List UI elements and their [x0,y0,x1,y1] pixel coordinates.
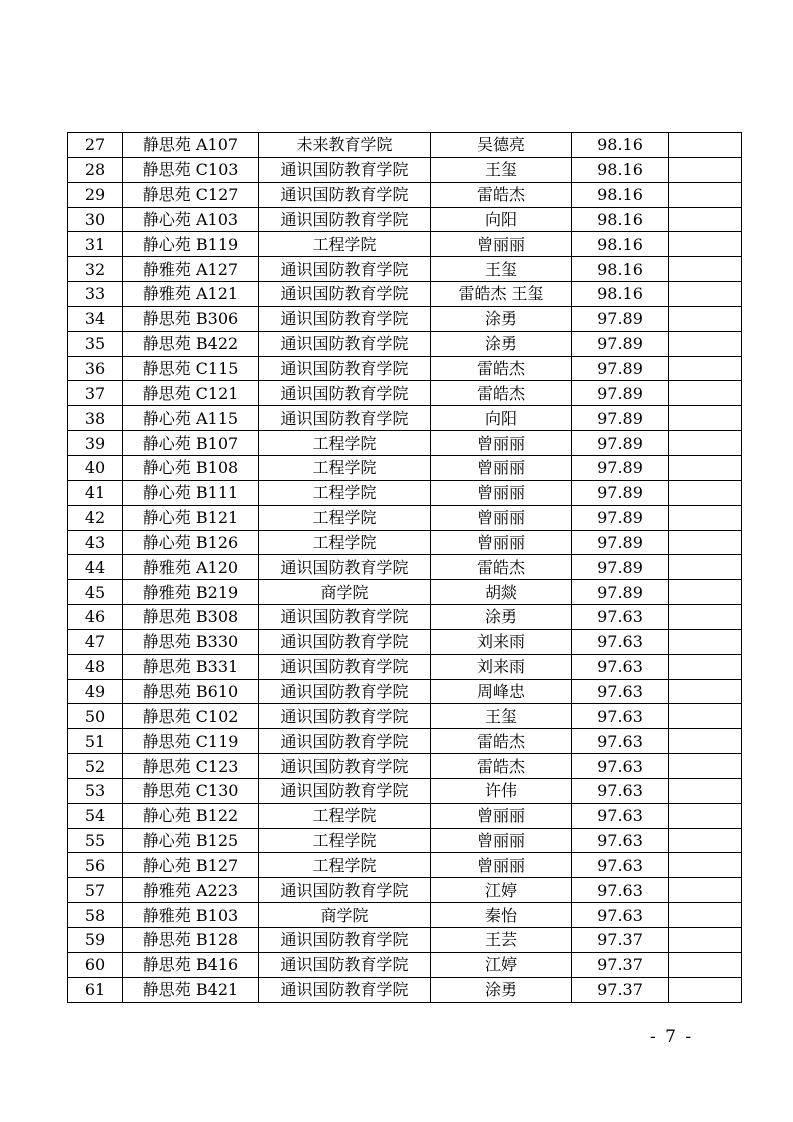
row-index-cell: 58 [68,903,123,928]
dorm-room-cell: 静心苑 B121 [123,505,259,530]
table-row [68,580,742,605]
counselor-cell: 曾丽丽 [431,853,572,878]
table-row [68,381,742,406]
counselor-cell: 涂勇 [431,331,572,356]
counselor-cell: 曾丽丽 [431,530,572,555]
college-cell: 通识国防教育学院 [259,928,431,953]
row-index-cell: 55 [68,828,123,853]
remark-cell [669,903,742,928]
table-row [68,928,742,953]
college-cell: 通识国防教育学院 [259,778,431,803]
dormitory-score-table [67,132,742,1003]
table-row [68,679,742,704]
score-cell: 97.89 [572,431,669,456]
college-cell: 通识国防教育学院 [259,977,431,1002]
dorm-room-cell: 静思苑 B308 [123,605,259,630]
table-row [68,157,742,182]
page-number: - 7 - [650,1027,694,1047]
remark-cell [669,257,742,282]
dorm-room-cell: 静雅苑 A127 [123,257,259,282]
college-cell: 通识国防教育学院 [259,878,431,903]
score-cell: 97.63 [572,878,669,903]
table-row [68,331,742,356]
dorm-room-cell: 静思苑 C102 [123,704,259,729]
college-cell: 工程学院 [259,853,431,878]
table-row [68,431,742,456]
dorm-room-cell: 静心苑 B122 [123,803,259,828]
score-cell: 98.16 [572,207,669,232]
remark-cell [669,754,742,779]
dorm-room-cell: 静雅苑 B103 [123,903,259,928]
table-row [68,605,742,630]
row-index-cell: 47 [68,629,123,654]
row-index-cell: 53 [68,778,123,803]
dorm-room-cell: 静思苑 C121 [123,381,259,406]
remark-cell [669,629,742,654]
table-row [68,555,742,580]
remark-cell [669,157,742,182]
college-cell: 通识国防教育学院 [259,182,431,207]
score-cell: 97.63 [572,903,669,928]
college-cell: 通识国防教育学院 [259,952,431,977]
college-cell: 通识国防教育学院 [259,654,431,679]
college-cell: 商学院 [259,903,431,928]
college-cell: 通识国防教育学院 [259,406,431,431]
row-index-cell: 44 [68,555,123,580]
remark-cell [669,555,742,580]
remark-cell [669,431,742,456]
dorm-room-cell: 静思苑 C123 [123,754,259,779]
dorm-room-cell: 静雅苑 A120 [123,555,259,580]
counselor-cell: 曾丽丽 [431,431,572,456]
table-row [68,530,742,555]
score-cell: 97.89 [572,480,669,505]
score-cell: 98.16 [572,232,669,257]
counselor-cell: 刘来雨 [431,629,572,654]
remark-cell [669,505,742,530]
college-cell: 商学院 [259,580,431,605]
row-index-cell: 48 [68,654,123,679]
row-index-cell: 39 [68,431,123,456]
counselor-cell: 胡燚 [431,580,572,605]
counselor-cell: 雷皓杰 [431,381,572,406]
dorm-room-cell: 静心苑 B126 [123,530,259,555]
remark-cell [669,232,742,257]
table-row [68,654,742,679]
college-cell: 通识国防教育学院 [259,381,431,406]
table-row [68,903,742,928]
counselor-cell: 王玺 [431,704,572,729]
row-index-cell: 51 [68,729,123,754]
row-index-cell: 54 [68,803,123,828]
counselor-cell: 曾丽丽 [431,455,572,480]
row-index-cell: 60 [68,952,123,977]
remark-cell [669,133,742,158]
remark-cell [669,704,742,729]
score-cell: 97.63 [572,754,669,779]
row-index-cell: 57 [68,878,123,903]
counselor-cell: 江婷 [431,952,572,977]
table-row [68,356,742,381]
counselor-cell: 曾丽丽 [431,828,572,853]
counselor-cell: 曾丽丽 [431,803,572,828]
dorm-room-cell: 静心苑 B107 [123,431,259,456]
counselor-cell: 吴德亮 [431,133,572,158]
dorm-room-cell: 静心苑 A103 [123,207,259,232]
college-cell: 工程学院 [259,232,431,257]
counselor-cell: 王芸 [431,928,572,953]
counselor-cell: 向阳 [431,406,572,431]
college-cell: 通识国防教育学院 [259,704,431,729]
row-index-cell: 33 [68,282,123,307]
score-cell: 98.16 [572,282,669,307]
remark-cell [669,356,742,381]
score-cell: 98.16 [572,157,669,182]
college-cell: 工程学院 [259,803,431,828]
dorm-room-cell: 静思苑 B306 [123,306,259,331]
counselor-cell: 王玺 [431,157,572,182]
counselor-cell: 雷皓杰 [431,356,572,381]
score-cell: 97.89 [572,381,669,406]
remark-cell [669,605,742,630]
score-cell: 97.63 [572,729,669,754]
table-row [68,207,742,232]
college-cell: 未来教育学院 [259,133,431,158]
score-cell: 97.63 [572,803,669,828]
counselor-cell: 雷皓杰 [431,555,572,580]
row-index-cell: 29 [68,182,123,207]
dorm-room-cell: 静思苑 C119 [123,729,259,754]
counselor-cell: 刘来雨 [431,654,572,679]
dorm-room-cell: 静心苑 A115 [123,406,259,431]
dorm-room-cell: 静思苑 B416 [123,952,259,977]
counselor-cell: 王玺 [431,257,572,282]
remark-cell [669,455,742,480]
score-cell: 97.89 [572,580,669,605]
score-cell: 97.37 [572,977,669,1002]
score-cell: 97.63 [572,828,669,853]
counselor-cell: 江婷 [431,878,572,903]
college-cell: 工程学院 [259,530,431,555]
table-row [68,182,742,207]
counselor-cell: 雷皓杰 [431,182,572,207]
table-row [68,406,742,431]
row-index-cell: 32 [68,257,123,282]
table-row [68,952,742,977]
remark-cell [669,207,742,232]
remark-cell [669,778,742,803]
table-row [68,257,742,282]
college-cell: 通识国防教育学院 [259,605,431,630]
college-cell: 工程学院 [259,431,431,456]
score-cell: 98.16 [572,133,669,158]
college-cell: 通识国防教育学院 [259,555,431,580]
dorm-room-cell: 静思苑 C103 [123,157,259,182]
table-row [68,505,742,530]
remark-cell [669,803,742,828]
remark-cell [669,331,742,356]
dorm-room-cell: 静雅苑 A121 [123,282,259,307]
row-index-cell: 52 [68,754,123,779]
row-index-cell: 49 [68,679,123,704]
table-row [68,704,742,729]
row-index-cell: 46 [68,605,123,630]
score-cell: 97.63 [572,679,669,704]
dorm-room-cell: 静思苑 B128 [123,928,259,953]
counselor-cell: 雷皓杰 [431,729,572,754]
table-body [68,133,742,1003]
remark-cell [669,853,742,878]
row-index-cell: 31 [68,232,123,257]
college-cell: 通识国防教育学院 [259,306,431,331]
counselor-cell: 涂勇 [431,605,572,630]
score-cell: 97.63 [572,605,669,630]
row-index-cell: 40 [68,455,123,480]
score-cell: 97.89 [572,555,669,580]
college-cell: 通识国防教育学院 [259,331,431,356]
college-cell: 工程学院 [259,480,431,505]
row-index-cell: 50 [68,704,123,729]
table-row [68,629,742,654]
row-index-cell: 59 [68,928,123,953]
dorm-room-cell: 静思苑 B331 [123,654,259,679]
row-index-cell: 36 [68,356,123,381]
dorm-room-cell: 静思苑 B421 [123,977,259,1002]
score-cell: 97.89 [572,306,669,331]
remark-cell [669,381,742,406]
table-row [68,133,742,158]
counselor-cell: 雷皓杰 王玺 [431,282,572,307]
row-index-cell: 28 [68,157,123,182]
row-index-cell: 34 [68,306,123,331]
college-cell: 通识国防教育学院 [259,679,431,704]
college-cell: 通识国防教育学院 [259,257,431,282]
dorm-room-cell: 静雅苑 B219 [123,580,259,605]
college-cell: 工程学院 [259,505,431,530]
college-cell: 通识国防教育学院 [259,729,431,754]
dorm-room-cell: 静心苑 B127 [123,853,259,878]
score-cell: 97.89 [572,331,669,356]
remark-cell [669,828,742,853]
row-index-cell: 35 [68,331,123,356]
counselor-cell: 雷皓杰 [431,754,572,779]
college-cell: 通识国防教育学院 [259,207,431,232]
score-cell: 98.16 [572,182,669,207]
college-cell: 工程学院 [259,828,431,853]
score-cell: 97.89 [572,530,669,555]
score-cell: 97.63 [572,853,669,878]
remark-cell [669,480,742,505]
remark-cell [669,182,742,207]
row-index-cell: 38 [68,406,123,431]
dorm-room-cell: 静思苑 C127 [123,182,259,207]
table-row [68,778,742,803]
score-cell: 97.89 [572,406,669,431]
row-index-cell: 37 [68,381,123,406]
dorm-room-cell: 静心苑 B111 [123,480,259,505]
table-row [68,232,742,257]
remark-cell [669,406,742,431]
score-cell: 97.63 [572,778,669,803]
college-cell: 通识国防教育学院 [259,282,431,307]
score-cell: 97.63 [572,654,669,679]
remark-cell [669,654,742,679]
dorm-room-cell: 静心苑 B119 [123,232,259,257]
table-row [68,977,742,1002]
score-cell: 97.89 [572,455,669,480]
score-cell: 97.37 [572,952,669,977]
remark-cell [669,530,742,555]
dorm-room-cell: 静思苑 A107 [123,133,259,158]
row-index-cell: 45 [68,580,123,605]
remark-cell [669,977,742,1002]
row-index-cell: 61 [68,977,123,1002]
counselor-cell: 曾丽丽 [431,505,572,530]
dorm-room-cell: 静思苑 B610 [123,679,259,704]
row-index-cell: 56 [68,853,123,878]
dorm-room-cell: 静心苑 B108 [123,455,259,480]
remark-cell [669,679,742,704]
college-cell: 通识国防教育学院 [259,754,431,779]
remark-cell [669,928,742,953]
remark-cell [669,282,742,307]
row-index-cell: 43 [68,530,123,555]
dorm-room-cell: 静心苑 B125 [123,828,259,853]
remark-cell [669,729,742,754]
counselor-cell: 许伟 [431,778,572,803]
dorm-room-cell: 静思苑 C115 [123,356,259,381]
score-cell: 97.89 [572,356,669,381]
table-row [68,754,742,779]
table-row [68,878,742,903]
table-row [68,282,742,307]
score-cell: 98.16 [572,257,669,282]
table-row [68,853,742,878]
score-cell: 97.89 [572,505,669,530]
row-index-cell: 27 [68,133,123,158]
college-cell: 工程学院 [259,455,431,480]
table-row [68,803,742,828]
score-cell: 97.63 [572,704,669,729]
table-row [68,480,742,505]
counselor-cell: 向阳 [431,207,572,232]
counselor-cell: 涂勇 [431,977,572,1002]
score-cell: 97.63 [572,629,669,654]
college-cell: 通识国防教育学院 [259,629,431,654]
dorm-room-cell: 静思苑 B330 [123,629,259,654]
row-index-cell: 41 [68,480,123,505]
table-row [68,455,742,480]
dorm-room-cell: 静思苑 B422 [123,331,259,356]
counselor-cell: 涂勇 [431,306,572,331]
counselor-cell: 曾丽丽 [431,480,572,505]
remark-cell [669,878,742,903]
remark-cell [669,580,742,605]
score-cell: 97.37 [572,928,669,953]
remark-cell [669,306,742,331]
counselor-cell: 曾丽丽 [431,232,572,257]
counselor-cell: 秦怡 [431,903,572,928]
table-row [68,729,742,754]
college-cell: 通识国防教育学院 [259,157,431,182]
counselor-cell: 周峰忠 [431,679,572,704]
table-row [68,828,742,853]
dorm-room-cell: 静雅苑 A223 [123,878,259,903]
dorm-room-cell: 静思苑 C130 [123,778,259,803]
table-row [68,306,742,331]
row-index-cell: 30 [68,207,123,232]
college-cell: 通识国防教育学院 [259,356,431,381]
row-index-cell: 42 [68,505,123,530]
remark-cell [669,952,742,977]
